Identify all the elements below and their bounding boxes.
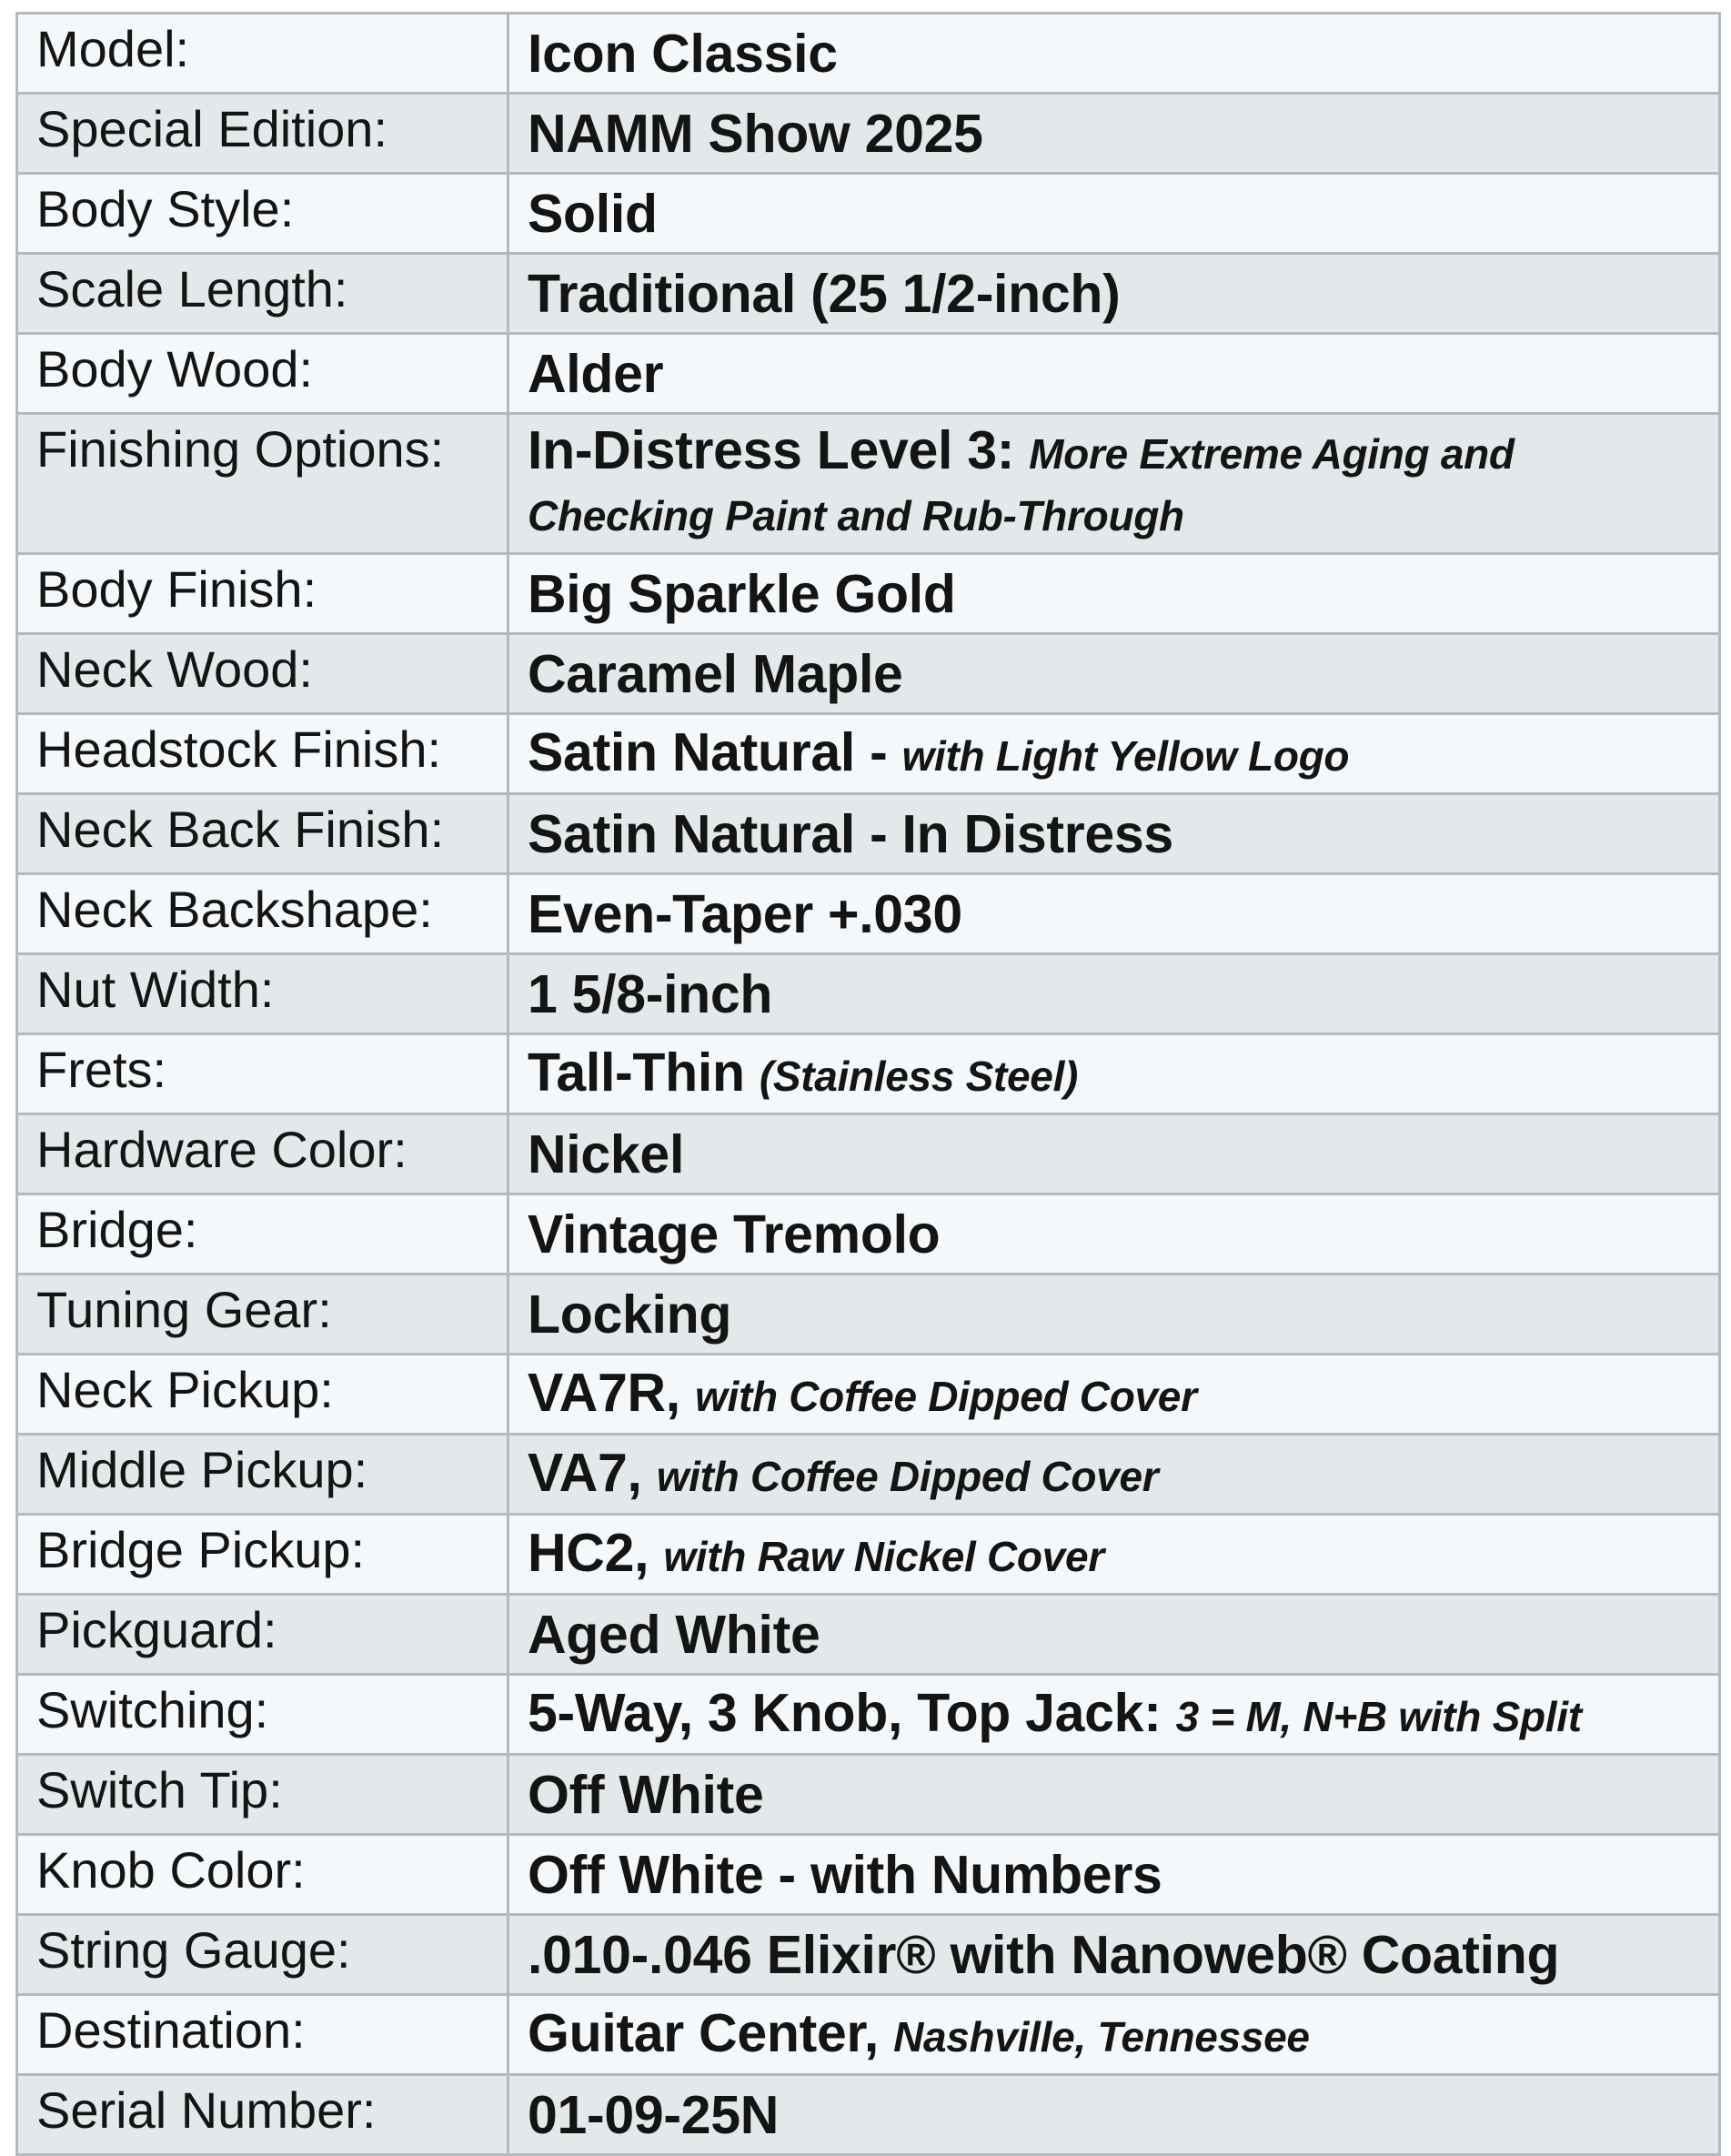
spec-value: Big Sparkle Gold <box>528 563 956 624</box>
spec-row <box>17 874 1720 954</box>
spec-label: Neck Pickup: <box>17 1355 508 1435</box>
spec-label: Headstock Finish: <box>17 714 508 794</box>
spec-value-note: with Coffee Dipped Cover <box>656 1452 1159 1500</box>
spec-label: Hardware Color: <box>17 1114 508 1194</box>
spec-label: Neck Back Finish: <box>17 794 508 874</box>
spec-label: Bridge Pickup: <box>17 1515 508 1595</box>
spec-row <box>17 254 1720 334</box>
spec-row <box>17 1515 1720 1595</box>
spec-row <box>17 334 1720 414</box>
spec-row <box>17 714 1720 794</box>
spec-value: Locking <box>528 1284 732 1345</box>
spec-value: Off White - with Numbers <box>528 1844 1162 1905</box>
spec-value: 1 5/8-inch <box>528 963 773 1024</box>
spec-row <box>17 1114 1720 1194</box>
spec-value-cell <box>508 254 1720 334</box>
spec-row <box>17 2075 1720 2155</box>
spec-table-body <box>17 14 1720 2155</box>
spec-value-cell <box>508 1114 1720 1194</box>
spec-row <box>17 954 1720 1034</box>
spec-value-cell <box>508 954 1720 1034</box>
spec-row <box>17 14 1720 94</box>
spec-row <box>17 1194 1720 1274</box>
spec-row <box>17 94 1720 174</box>
spec-value: Nickel <box>528 1123 685 1184</box>
spec-value-cell <box>508 14 1720 94</box>
spec-label: Switching: <box>17 1675 508 1755</box>
spec-value-cell <box>508 1355 1720 1435</box>
spec-value-note: Nashville, Tennessee <box>893 2012 1310 2060</box>
spec-value: Satin Natural - In Distress <box>528 803 1173 864</box>
spec-value-cell <box>508 1835 1720 1915</box>
spec-value-note: with Raw Nickel Cover <box>663 1532 1104 1580</box>
spec-label: Scale Length: <box>17 254 508 334</box>
spec-row <box>17 174 1720 254</box>
spec-label: Switch Tip: <box>17 1755 508 1835</box>
spec-value-cell <box>508 1675 1720 1755</box>
spec-value-cell <box>508 334 1720 414</box>
spec-value: Guitar Center, <box>528 2002 879 2063</box>
spec-label: Destination: <box>17 1995 508 2075</box>
spec-label: Tuning Gear: <box>17 1274 508 1355</box>
spec-value-cell <box>508 1595 1720 1675</box>
spec-value: HC2, <box>528 1522 649 1583</box>
spec-row <box>17 794 1720 874</box>
spec-value: Caramel Maple <box>528 643 903 704</box>
spec-value-cell <box>508 1915 1720 1995</box>
spec-value-cell <box>508 714 1720 794</box>
spec-value-cell <box>508 94 1720 174</box>
spec-value: Even-Taper +.030 <box>528 883 962 944</box>
spec-row <box>17 1835 1720 1915</box>
spec-value-note: with Coffee Dipped Cover <box>695 1372 1197 1420</box>
spec-label: Nut Width: <box>17 954 508 1034</box>
spec-label: Body Finish: <box>17 554 508 634</box>
spec-label: Model: <box>17 14 508 94</box>
spec-value-cell <box>508 1515 1720 1595</box>
spec-row <box>17 1915 1720 1995</box>
spec-value: Tall-Thin <box>528 1042 745 1103</box>
spec-row <box>17 1274 1720 1355</box>
spec-value-cell <box>508 1995 1720 2075</box>
spec-label: Neck Backshape: <box>17 874 508 954</box>
spec-value: Traditional (25 1/2-inch) <box>528 263 1121 324</box>
spec-value: NAMM Show 2025 <box>528 103 983 164</box>
spec-value-cell <box>508 1034 1720 1114</box>
spec-table <box>15 12 1721 2156</box>
spec-value-cell <box>508 2075 1720 2155</box>
spec-value-note: with Light Yellow Logo <box>901 731 1350 780</box>
spec-label: Knob Color: <box>17 1835 508 1915</box>
spec-label: Body Style: <box>17 174 508 254</box>
spec-value-cell <box>508 794 1720 874</box>
spec-value-cell <box>508 1755 1720 1835</box>
spec-value-cell <box>508 1435 1720 1515</box>
spec-row <box>17 1034 1720 1114</box>
spec-label: Neck Wood: <box>17 634 508 714</box>
spec-value: Vintage Tremolo <box>528 1204 941 1264</box>
spec-label: Special Edition: <box>17 94 508 174</box>
spec-value-note: More Extreme Aging and Checking Paint and Rub-Through <box>528 430 1515 539</box>
spec-row <box>17 1355 1720 1435</box>
spec-row <box>17 1755 1720 1835</box>
spec-row <box>17 1675 1720 1755</box>
spec-row <box>17 554 1720 634</box>
spec-value: VA7, <box>528 1442 642 1503</box>
spec-label: Middle Pickup: <box>17 1435 508 1515</box>
spec-value: In-Distress Level 3: <box>528 420 1015 480</box>
spec-value-note: 3 = M, N+B with Split <box>1175 1692 1582 1740</box>
spec-value-note: (Stainless Steel) <box>759 1052 1079 1100</box>
spec-row <box>17 1595 1720 1675</box>
spec-value: Satin Natural - <box>528 721 888 782</box>
spec-row <box>17 1435 1720 1515</box>
spec-value-cell <box>508 554 1720 634</box>
spec-label: Body Wood: <box>17 334 508 414</box>
spec-value-cell <box>508 874 1720 954</box>
spec-row <box>17 414 1720 554</box>
spec-label: Frets: <box>17 1034 508 1114</box>
spec-label: String Gauge: <box>17 1915 508 1995</box>
spec-value-cell <box>508 1194 1720 1274</box>
spec-value: Icon Classic <box>528 23 838 84</box>
spec-value: Solid <box>528 183 658 244</box>
spec-value: 01-09-25N <box>528 2084 780 2145</box>
spec-row <box>17 1995 1720 2075</box>
spec-value: .010-.046 Elixir® with Nanoweb® Coating <box>528 1924 1560 1985</box>
spec-value-cell <box>508 1274 1720 1355</box>
spec-value: 5-Way, 3 Knob, Top Jack: <box>528 1682 1162 1743</box>
spec-label: Serial Number: <box>17 2075 508 2155</box>
spec-row <box>17 634 1720 714</box>
spec-label: Bridge: <box>17 1194 508 1274</box>
spec-value: Aged White <box>528 1604 820 1665</box>
spec-value-cell <box>508 174 1720 254</box>
spec-value: Off White <box>528 1764 764 1825</box>
spec-value-cell <box>508 634 1720 714</box>
spec-label: Pickguard: <box>17 1595 508 1675</box>
spec-value-cell <box>508 414 1720 554</box>
spec-value: VA7R, <box>528 1362 680 1423</box>
spec-value: Alder <box>528 343 664 404</box>
spec-label: Finishing Options: <box>17 414 508 554</box>
